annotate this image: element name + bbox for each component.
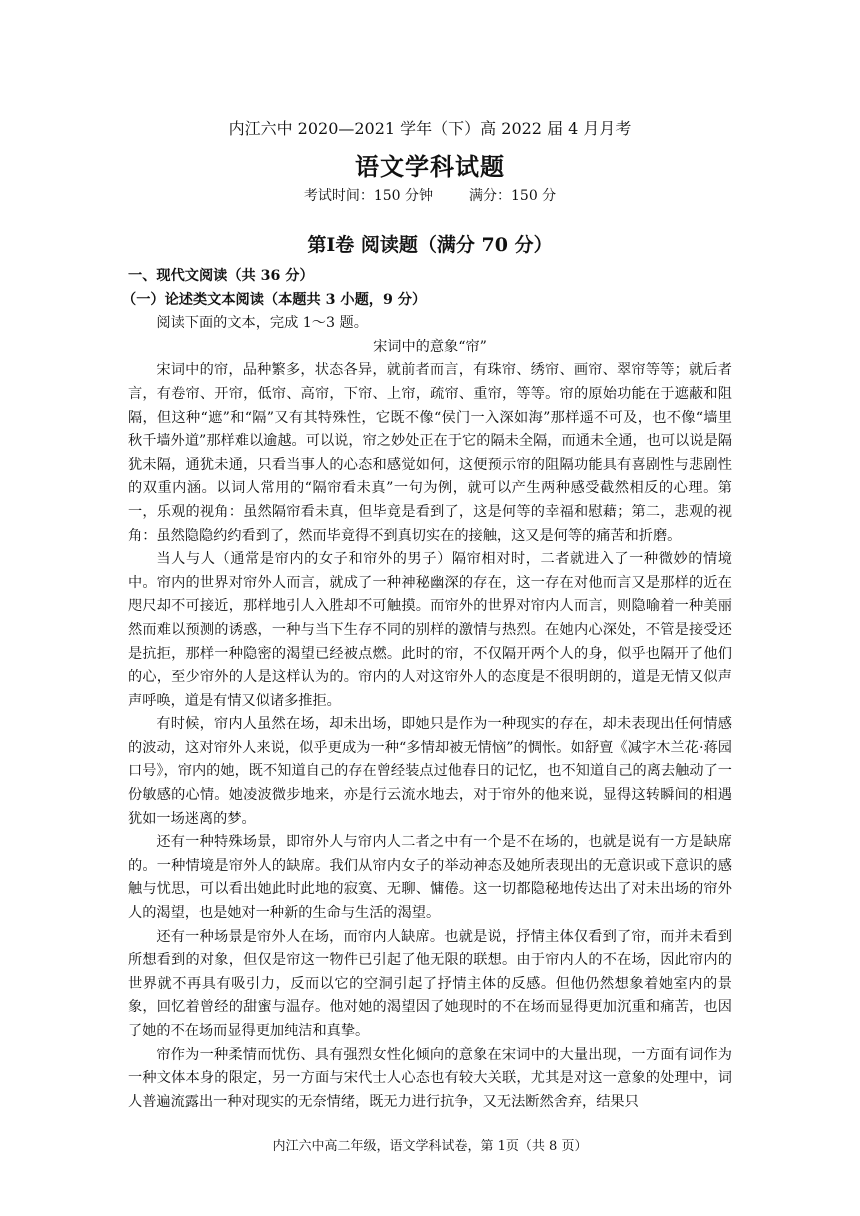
article-paragraph: 宋词中的帘，品种繁多，状态各异，就前者而言，有珠帘、绣帘、画帘、翠帘等等；就后者言，有卷帘、开帘，低帘、高帘，下帘、上帘，疏帘、重帘，等等。帘的原始功能在于遮蔽和阻隔，但这种“遮”和“隔”又有其特殊性，它既不像“侯门一入深如海”那样遥不可及，也不像“墙里秋千墙外道”那样难以逾越。可以说，帘之妙处正在于它的隔未全隔，而通未全通，也可以说是隔犹未隔，通犹未通，只看当事人的心态和感觉如何，这便预示帘的阻隔功能具有喜剧性与悲剧性的双重内涵。以词人常用的“隔帘看未真”一句为例，就可以产生两种感受截然相反的心理。第一，乐观的视角：虽然隔帘看未真，但毕竟是看到了，这是何等的幸福和慰藉；第二，悲观的视角：虽然隐隐约约看到了，然而毕竟得不到真切实在的接触，这又是何等的痛苦和折磨。 [128,362,732,544]
reading-instruction: 阅读下面的文本，完成 1～3 题。 [156,315,368,332]
exam-score: 满分：150 分 [469,188,557,204]
article-paragraph: 还有一种特殊场景，即帘外人与帘内人二者之中有一个是不在场的，也就是说有一方是缺席的。一种情境是帘外人的缺席。我们从帘内女子的举动神态及她所表现出的无意识或下意识的感触与忧思，可以看出她此时此地的寂寞、无聊、慵倦。这一切都隐秘地传达出了对未出场的帘外人的渴望，也是她对一种新的生命与生活的渴望。 [128,834,732,922]
exam-time: 考试时间：150 分钟 [303,188,433,204]
article-paragraph: 还有一种场景是帘外人在场，而帘内人缺席。也就是说，抒情主体仅看到了帘，而并未看到所想看到的对象，但仅是帘这一物件已引起了他无限的联想。由于帘内人的不在场，因此帘内的世界就不再具有吸引力，反而以它的空洞引起了抒情主体的反感。但他仍然想象着她室内的景象，回忆着曾经的甜蜜与温存。他对她的渴望因了她现时的不在场而显得更加沉重和痛苦，也因了她的不在场而显得更加纯洁和真挚。 [128,928,732,1039]
exam-title: 语文学科试题 [355,152,505,181]
exam-header-line: 内江六中 2020—2021 学年（下）高 2022 届 4 月月考 [228,119,632,138]
article-paragraph: 当人与人（通常是帘内的女子和帘外的男子）隔帘相对时，二者就进入了一种微妙的情境中。帘内的世界对帘外人而言，就成了一种神秘幽深的存在，这一存在对他而言又是那样的近在咫尺却不可接近，那样地引人入胜却不可触摸。而帘外的世界对帘内人而言，则隐喻着一种美丽然而难以预测的诱惑，一种与当下生存不同的别样的激情与热烈。在她内心深处，不管是接受还是抗拒，那样一种隐密的渴望已经被点燃。此时的帘，不仅隔开两个人的身，似乎也隔开了他们的心，至少帘外的人是这样认为的。帘内的人对这帘外人的态度是不很明朗的，道是无情又似声声呼唤，道是有情又似诸多推拒。 [128,551,732,709]
article-paragraph: 帘作为一种柔情而忧伤、具有强烈女性化倾向的意象在宋词中的大量出现，一方面有词作为一种文体本身的限定，另一方面与宋代士人心态也有较大关联，尤其是对这一意象的处理中，词人普遍流露出一种对现实的无奈情绪，既无力进行抗争，又无法断然舍弃，结果只 [128,1046,732,1110]
exam-body [122,265,732,1114]
volume-title: 第Ⅰ卷 阅读题（满分 70 分） [307,234,553,256]
article-paragraph: 有时候，帘内人虽然在场，却未出场，即她只是作为一种现实的存在，却未表现出任何情感的波动，这对帘外人来说，似乎更成为一种“多情却被无情恼”的惆怅。如舒亶《减字木兰花·蒋园口号》，帘内的她，既不知道自己的存在曾经装点过他春日的记忆，也不知道自己的离去触动了一份敏感的心情。她凌波微步地来，亦是行云流水地去，对于帘外的他来说，显得这转瞬间的相遇犹如一场迷离的梦。 [128,716,732,827]
subsection-heading: （一）论述类文本阅读（本题共 3 小题，9 分） [122,291,427,308]
section-heading: 一、现代文阅读（共 36 分） [128,268,314,284]
article-title: 宋词中的意象“帘” [373,338,487,355]
exam-meta [0,186,860,206]
page-footer: 内江六中高二年级，语文学科试卷，第 1页（共 8 页） [272,1139,588,1154]
